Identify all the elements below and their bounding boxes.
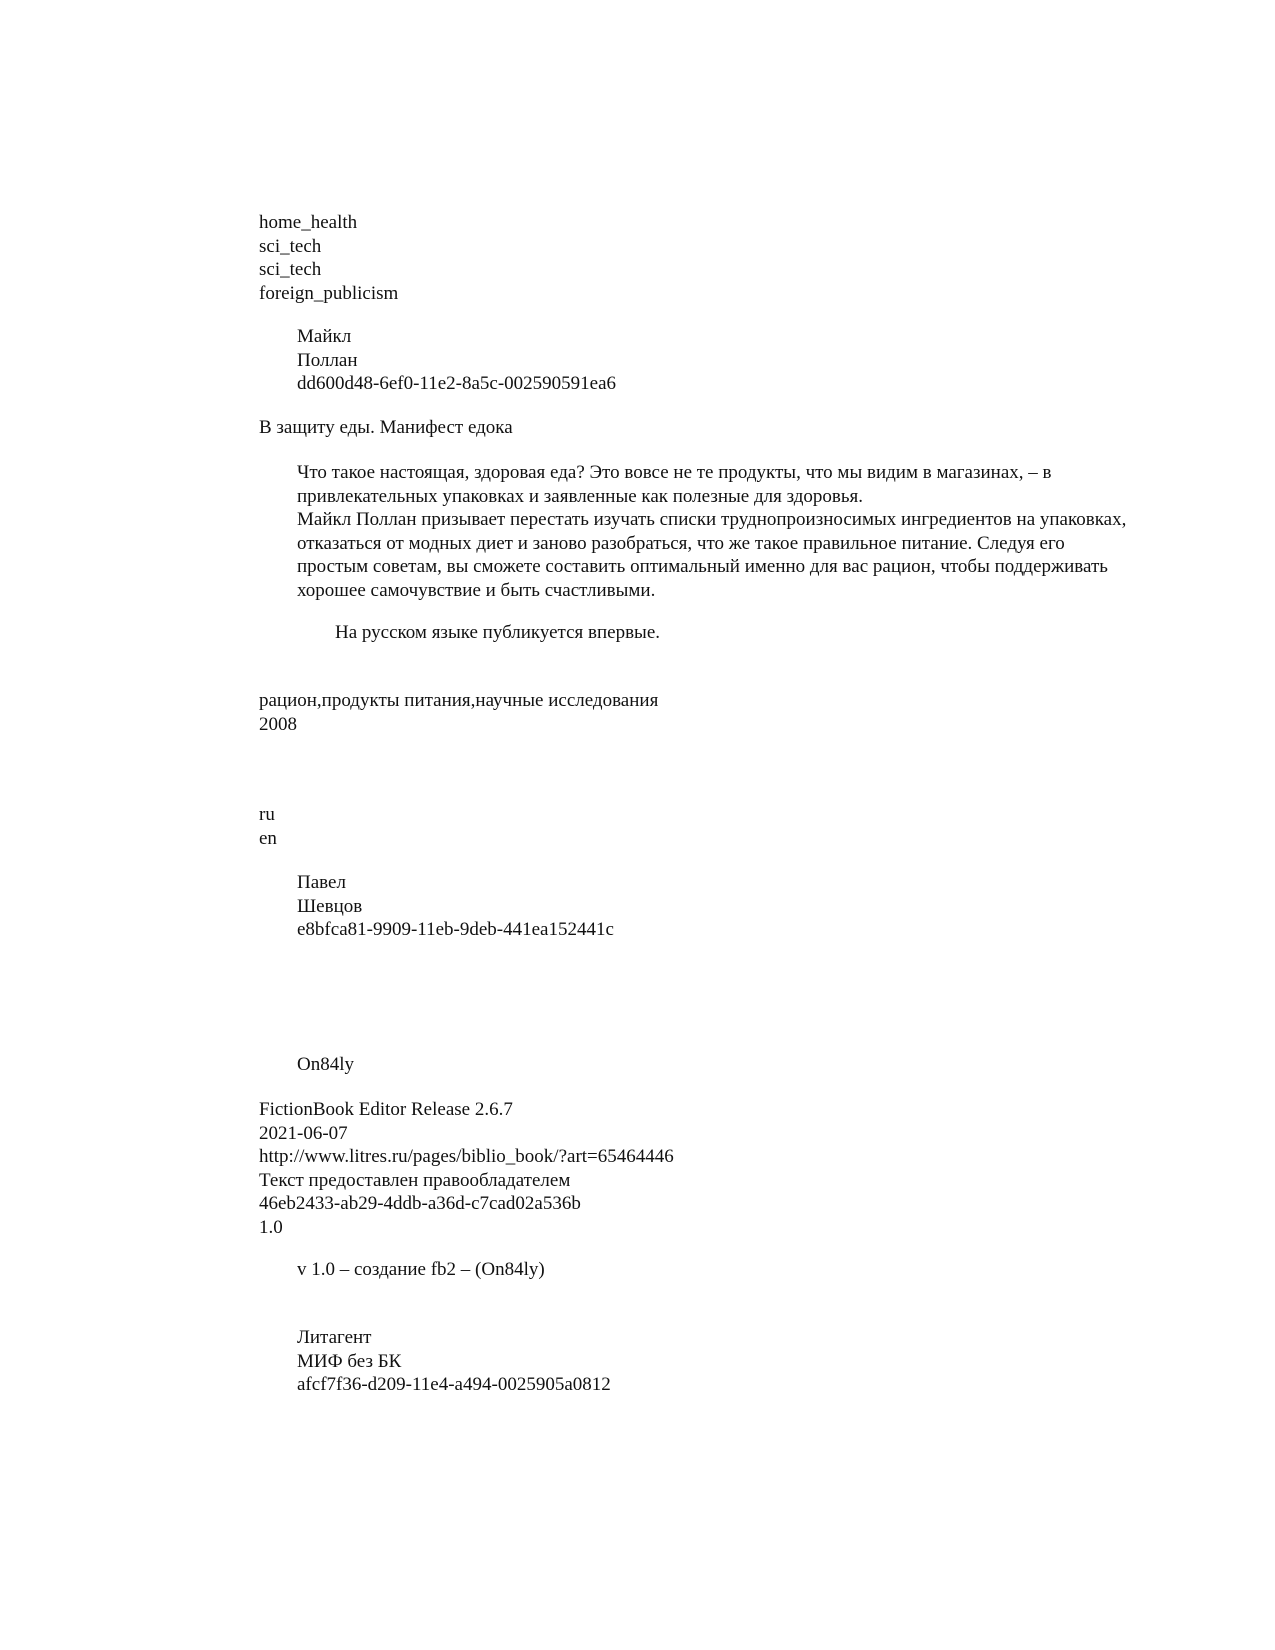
doc-author-nickname: On84ly <box>297 1054 354 1075</box>
publication-year: 2008 <box>259 713 297 735</box>
source-language: en <box>259 827 277 849</box>
author-id: dd600d48-6ef0-11e2-8a5c-002590591ea6 <box>297 373 617 394</box>
source-url: http://www.litres.ru/pages/biblio_book/?art=65464446 <box>259 1146 674 1167</box>
doc-author-block <box>297 1053 1127 1077</box>
book-title-text: В защиту еды. Манифест едока <box>259 417 513 438</box>
annotation-note <box>335 621 1125 645</box>
document-info-block <box>259 1098 1159 1239</box>
annotation-paragraph: Что такое настоящая, здоровая еда? Это вовсе не те продукты, что мы видим в магазинах, – в привлекательных упаковках и заявленные как полезные для здоровья. <box>297 462 1052 507</box>
translator-id: e8bfca81-9909-11eb-9deb-441ea152441c <box>297 919 614 940</box>
genre-list <box>259 211 1159 305</box>
languages-block <box>259 803 1159 850</box>
source-ocr: Текст предоставлен правообладателем <box>259 1169 571 1191</box>
publisher-id: afcf7f36-d209-11e4-a494-0025905a0812 <box>297 1374 611 1395</box>
translator-block <box>297 871 1127 942</box>
program-used: FictionBook Editor Release 2.6.7 <box>259 1099 513 1120</box>
genre-item: foreign_publicism <box>259 282 399 304</box>
language: ru <box>259 804 275 825</box>
author-block <box>297 325 1127 396</box>
translator-first-name: Павел <box>297 872 346 893</box>
genre-item: home_health <box>259 212 358 233</box>
genre-item: sci_tech <box>259 235 322 257</box>
keywords: рацион,продукты питания,научные исследования <box>259 690 659 711</box>
history-block <box>297 1258 1127 1282</box>
author-last-name: Поллан <box>297 349 358 371</box>
book-title <box>259 416 1159 440</box>
document-version: 1.0 <box>259 1216 283 1238</box>
document-date: 2021-06-07 <box>259 1122 348 1144</box>
publisher-block <box>297 1326 1127 1397</box>
author-first-name: Майкл <box>297 326 352 347</box>
document-id: 46eb2433-ab29-4ddb-a36d-c7cad02a536b <box>259 1193 581 1214</box>
genre-item: sci_tech <box>259 259 322 280</box>
annotation <box>297 461 1127 602</box>
annotation-paragraph: Майкл Поллан призывает перестать изучать списки труднопроизносимых ингредиентов на упаковках, отказаться от модных диет и заново разобраться, что же такое правильное питание. Следуя его простым советам, вы сможете составить оптимальный именно для вас рацион, чтобы поддерживать хорошее самочувствие и быть счастливыми. <box>297 509 1127 601</box>
publisher-first-name: Литагент <box>297 1327 372 1348</box>
history-entry: v 1.0 – создание fb2 – (On84ly) <box>297 1259 545 1280</box>
translator-last-name: Шевцов <box>297 895 363 917</box>
publisher-last-name: МИФ без БК <box>297 1350 402 1372</box>
annotation-paragraph: На русском языке публикуется впервые. <box>335 622 661 643</box>
keywords-block <box>259 689 1159 736</box>
